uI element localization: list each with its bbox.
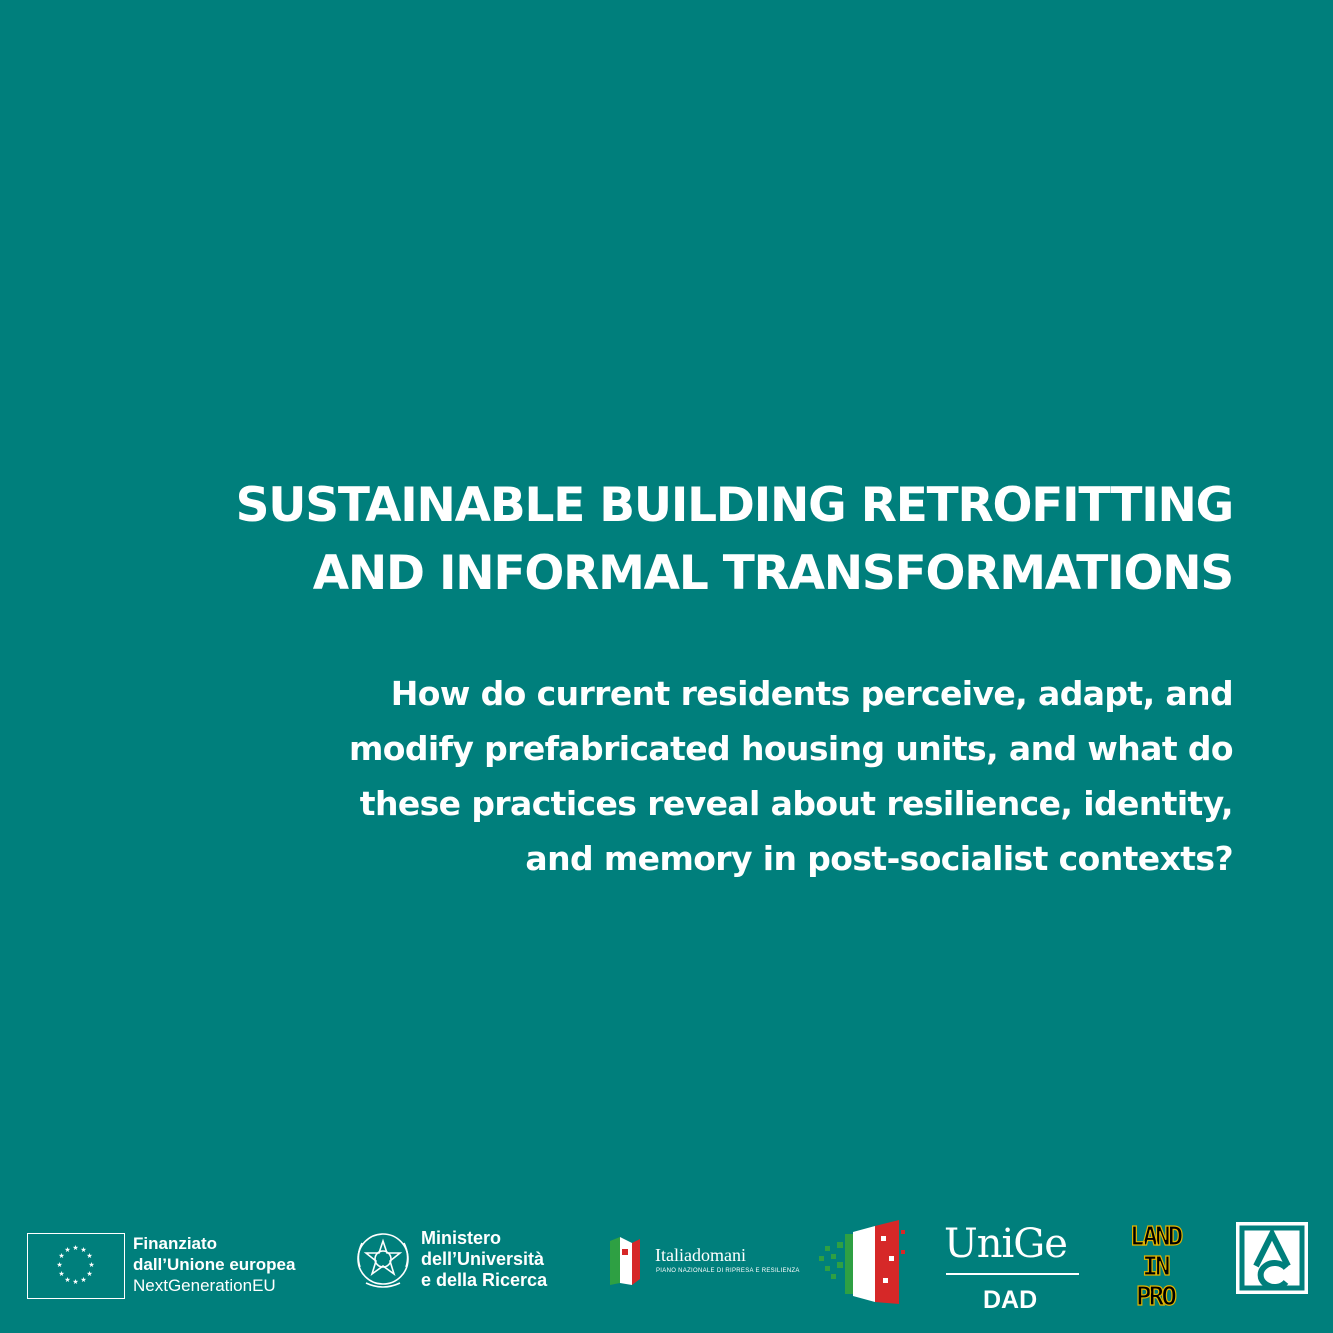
svg-text:★: ★ xyxy=(86,1252,93,1260)
svg-text:★: ★ xyxy=(56,1261,63,1269)
ministero-line-2: dell’Università xyxy=(421,1249,545,1269)
eu-line-3: NextGenerationEU xyxy=(133,1276,276,1295)
ministero-label xyxy=(421,1228,547,1291)
eu-funding-label xyxy=(133,1233,295,1296)
svg-text:★: ★ xyxy=(86,1270,93,1278)
pixel-italian-flag-icon xyxy=(815,1216,907,1308)
landinpro-logo xyxy=(1118,1222,1192,1314)
eu-flag-icon xyxy=(27,1233,125,1299)
title-line-2: AND INFORMAL TRANSFORMATIONS xyxy=(312,546,1233,601)
italiadomani-subtitle: PIANO NAZIONALE DI RIPRESA E RESILIENZA xyxy=(656,1268,800,1274)
logo-footer xyxy=(0,1200,1333,1333)
unige-dept-label: DAD xyxy=(983,1286,1038,1314)
svg-text:★: ★ xyxy=(80,1246,87,1254)
question-line-4: and memory in post-socialist contexts? xyxy=(525,839,1233,878)
svg-text:★: ★ xyxy=(80,1276,87,1284)
ac-logo-icon xyxy=(1236,1222,1308,1294)
svg-text:★: ★ xyxy=(58,1252,65,1260)
svg-text:★: ★ xyxy=(58,1270,65,1278)
landinpro-line-3: PRO xyxy=(1136,1282,1174,1312)
italiadomani-icon xyxy=(608,1235,650,1287)
unige-divider xyxy=(946,1273,1079,1275)
italiadomani-wordmark: Italiadomani xyxy=(655,1245,746,1265)
italian-emblem-icon xyxy=(352,1227,414,1293)
research-question xyxy=(133,666,1233,886)
eu-line-2: dall’Unione europea xyxy=(133,1255,296,1274)
svg-text:★: ★ xyxy=(64,1246,71,1254)
landinpro-line-1: LAND xyxy=(1129,1222,1181,1252)
ministero-line-1: Ministero xyxy=(421,1228,502,1248)
question-line-2: modify prefabricated housing units, and what do xyxy=(349,729,1233,768)
svg-text:★: ★ xyxy=(72,1244,79,1252)
ministero-line-3: e della Ricerca xyxy=(421,1270,548,1290)
landinpro-line-2: IN xyxy=(1142,1252,1168,1282)
page-title xyxy=(133,472,1233,608)
question-line-1: How do current residents perceive, adapt, and xyxy=(390,674,1233,713)
title-line-1: SUSTAINABLE BUILDING RETROFITTING xyxy=(235,478,1233,533)
svg-text:★: ★ xyxy=(88,1261,95,1269)
unige-wordmark: UniGe xyxy=(944,1221,1067,1267)
svg-text:★: ★ xyxy=(64,1276,71,1284)
question-line-3: these practices reveal about resilience, identity, xyxy=(359,784,1233,823)
eu-line-1: Finanziato xyxy=(133,1234,218,1253)
svg-text:★: ★ xyxy=(72,1278,79,1286)
